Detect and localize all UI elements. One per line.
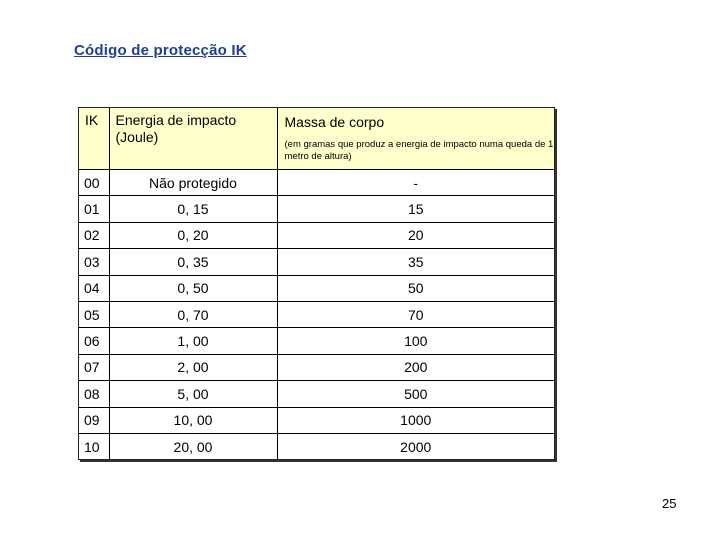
cell-body-mass: -	[277, 170, 554, 196]
cell-ik-code: 05	[79, 301, 109, 327]
cell-impact-energy: 0, 35	[109, 249, 277, 275]
table-row	[79, 249, 554, 275]
cell-impact-energy: 5, 00	[109, 381, 277, 407]
table-row	[79, 354, 554, 380]
page-number: 25	[662, 496, 677, 511]
cell-body-mass: 500	[277, 381, 554, 407]
header-energy: Energia de impacto (Joule)	[109, 108, 277, 170]
table-row	[79, 170, 554, 196]
cell-ik-code: 08	[79, 381, 109, 407]
cell-body-mass: 35	[277, 249, 554, 275]
table-row	[79, 328, 554, 354]
cell-ik-code: 09	[79, 407, 109, 433]
table-row	[79, 381, 554, 407]
cell-ik-code: 10	[84, 438, 100, 455]
cell-ik-code: 01	[79, 196, 109, 222]
cell-impact-energy: 20, 00	[109, 433, 277, 459]
cell-impact-energy: 1, 00	[109, 328, 277, 354]
cell-body-mass: 70	[277, 301, 554, 327]
cell-impact-energy: 10, 00	[109, 407, 277, 433]
cell-impact-energy: 0, 70	[109, 301, 277, 327]
cell-impact-energy: 0, 50	[109, 275, 277, 301]
cell-ik-code: 04	[79, 275, 109, 301]
cell-impact-energy: Não protegido	[109, 170, 277, 196]
page-title: Código de protecção IK	[74, 42, 247, 59]
table-row	[79, 196, 554, 222]
table-row	[79, 407, 554, 433]
cell-ik-code: 06	[79, 328, 109, 354]
cell-impact-energy: 0, 20	[109, 222, 277, 248]
header-mass-subtitle: (em gramas que produz a energia de impacto numa queda de 1 metro de altura)	[284, 139, 554, 162]
table-row	[79, 301, 554, 327]
table-header-row	[79, 108, 554, 170]
table-row	[79, 275, 554, 301]
cell-ik-code: 02	[79, 222, 109, 248]
table-row	[79, 433, 554, 459]
cell-body-mass: 200	[277, 354, 554, 380]
cell-body-mass: 100	[277, 328, 554, 354]
cell-impact-energy: 0, 15	[109, 196, 277, 222]
cell-body-mass: 50	[277, 275, 554, 301]
cell-ik-code: 00	[79, 170, 109, 196]
ik-protection-table	[78, 107, 555, 460]
header-mass	[277, 108, 554, 170]
table-row	[79, 222, 554, 248]
cell-body-mass: 2000	[277, 433, 554, 459]
header-mass-title: Massa de corpo	[284, 114, 385, 130]
cell-impact-energy: 2, 00	[109, 354, 277, 380]
header-ik: IK	[79, 108, 109, 170]
cell-ik-code: 03	[79, 249, 109, 275]
cell-body-mass: 15	[277, 196, 554, 222]
cell-body-mass: 20	[277, 222, 554, 248]
cell-ik-code: 07	[79, 354, 109, 380]
cell-body-mass: 1000	[277, 407, 554, 433]
